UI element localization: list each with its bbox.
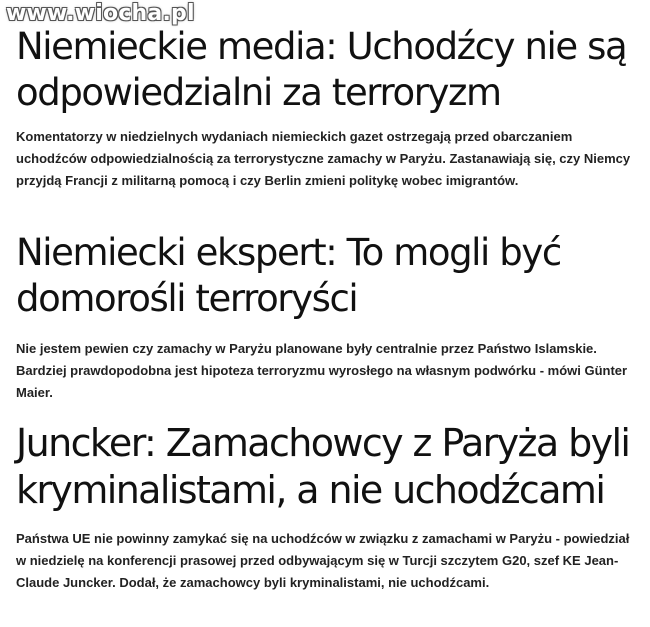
article-lead: Nie jestem pewien czy zamachy w Paryżu planowane były centralnie przez Państwo Islamskie. Bardziej prawdopodobna jest hipoteza terroryzmu wyrosłego na własnym podwórku - mówi Günter Maier. <box>16 341 628 400</box>
site-watermark: www.wiocha.pl <box>6 1 195 26</box>
article-headline[interactable]: Niemieckie media: Uchodźcy nie są odpowiedzialni za terroryzm <box>16 25 627 114</box>
article-headline[interactable]: Niemiecki ekspert: To mogli być domorośli terroryści <box>16 231 561 320</box>
article-lead: Państwa UE nie powinny zamykać się na uchodźców w związku z zamachami w Paryżu - powiedział w niedzielę na konferencji prasowej przed odbywającym się w Turcji szczytem G20, szef KE Jean-Claude Juncker. Dodał, że zamachowcy byli kryminalistami, nie uchodźcami. <box>16 531 630 590</box>
article-german-media <box>16 24 636 192</box>
article-juncker <box>16 420 636 594</box>
article-headline[interactable]: Juncker: Zamachowcy z Paryża byli kryminalistami, a nie uchodźcami <box>16 421 630 512</box>
article-lead: Komentatorzy w niedzielnych wydaniach niemieckich gazet ostrzegają przed obarczaniem uchodźców odpowiedzialnością za terrorystyczne zamachy w Paryżu. Zastanawiają się, czy Niemcy przyjdą Francji z militarną pomocą i czy Berlin zmieni politykę wobec imigrantów. <box>16 129 631 188</box>
article-german-expert <box>16 230 636 404</box>
